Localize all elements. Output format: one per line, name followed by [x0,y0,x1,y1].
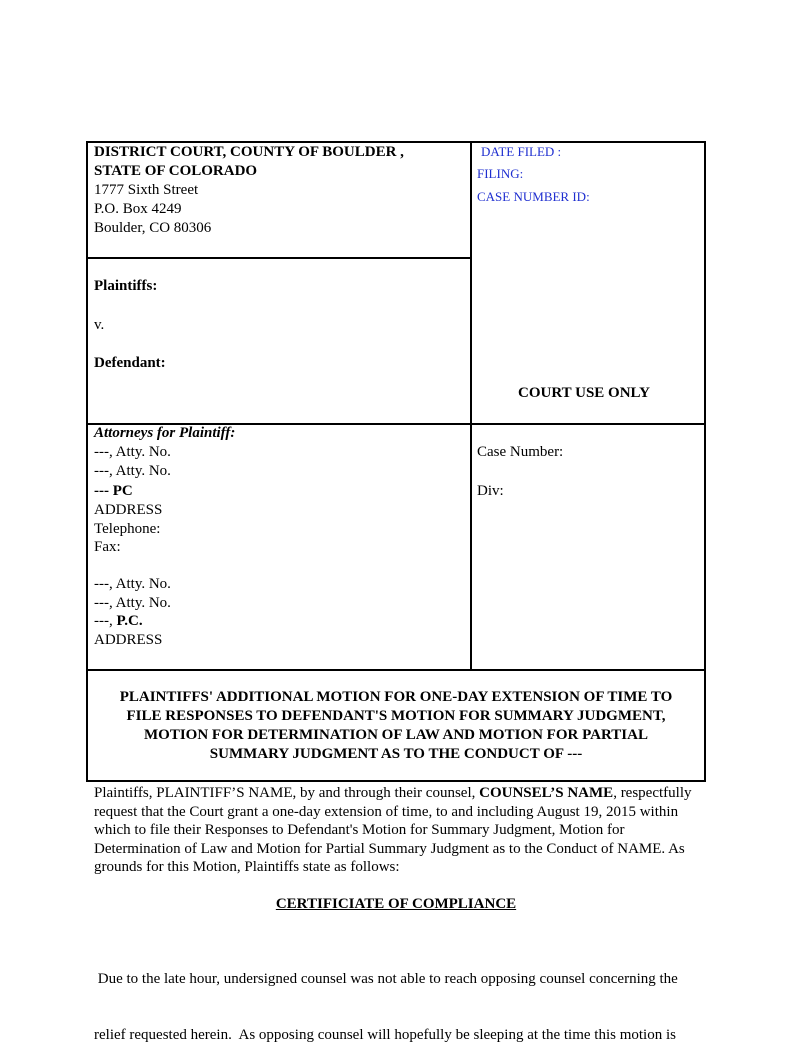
firm-1: --- PC [94,483,133,499]
telephone-label: Telephone: [94,521,161,537]
plaintiffs-label: Plaintiffs: [94,278,158,294]
court-street: 1777 Sixth Street [94,182,199,198]
defendant-label: Defendant: [94,355,166,371]
body-paragraph-2 [94,933,734,1063]
versus-label: v. [94,317,105,333]
fax-label: Fax: [94,539,121,555]
paragraph-1-line-4: Determination of Law and Motion for Partial Summary Judgment as to the Conduct of NAME. As [94,840,685,857]
case-number-label: Case Number: [477,444,564,460]
div-label: Div: [477,483,504,499]
body-paragraph-1 [94,784,734,877]
firm-2-prefix: ---, [94,613,113,629]
date-filed-label: DATE FILED : [481,144,562,159]
address-1: ADDRESS [94,502,163,518]
court-use-cell [470,141,706,425]
court-use-only: COURT USE ONLY [518,385,651,401]
paragraph-1-lead: Plaintiffs, PLAINTIFF’S NAME, by and through their counsel, [94,785,480,801]
firm-2 [94,612,143,631]
motion-title-line-1: PLAINTIFFS' ADDITIONAL MOTION FOR ONE-DAY EXTENSION OF TIME TO [119,689,673,705]
caption-table [86,141,706,782]
filing-label: FILING: [477,166,524,181]
paragraph-1-line-1-end: , respectfully [613,785,692,801]
attorney-4: ---, Atty. No. [94,595,171,611]
court-pobox: P.O. Box 4249 [94,201,182,217]
paragraph-1-line-5: grounds for this Motion, Plaintiffs state as follows: [94,859,400,876]
motion-title-line-2: FILE RESPONSES TO DEFENDANT'S MOTION FOR SUMMARY JUDGMENT, [126,708,666,724]
paragraph-1-line-2: request that the Court grant a one-day extension of time, to and including August 19, 2015 within [94,803,679,820]
motion-title-line-4: SUMMARY JUDGMENT AS TO THE CONDUCT OF --- [209,746,583,762]
case-number-id-label: CASE NUMBER ID: [477,189,590,204]
section-heading: CERTIFICIATE OF COMPLIANCE [275,896,517,912]
paragraph-1-line-3: which to file their Responses to Defendant's Motion for Summary Judgment, Motion for [94,822,625,839]
attorney-1: ---, Atty. No. [94,444,171,460]
court-name-line1: DISTRICT COURT, COUNTY OF BOULDER , [94,144,404,160]
counsel-name: COUNSEL’S NAME [479,785,614,801]
court-name-line2: STATE OF COLORADO [94,163,258,179]
address-2: ADDRESS [94,632,163,648]
paragraph-1-line-1 [94,784,734,803]
attorney-3: ---, Atty. No. [94,576,171,592]
attorneys-heading: Attorneys for Plaintiff: [94,425,236,441]
motion-title-line-3: MOTION FOR DETERMINATION OF LAW AND MOTION FOR PARTIAL [144,727,648,743]
firm-2-suffix: P.C. [116,613,143,629]
court-city: Boulder, CO 80306 [94,220,212,236]
paragraph-2-line-2: relief requested herein. As opposing counsel will hopefully be sleeping at the time this motion is [94,1026,676,1043]
paragraph-2-line-1: Due to the late hour, undersigned counsel was not able to reach opposing counsel concerning the [94,971,678,988]
attorney-2: ---, Atty. No. [94,463,171,479]
